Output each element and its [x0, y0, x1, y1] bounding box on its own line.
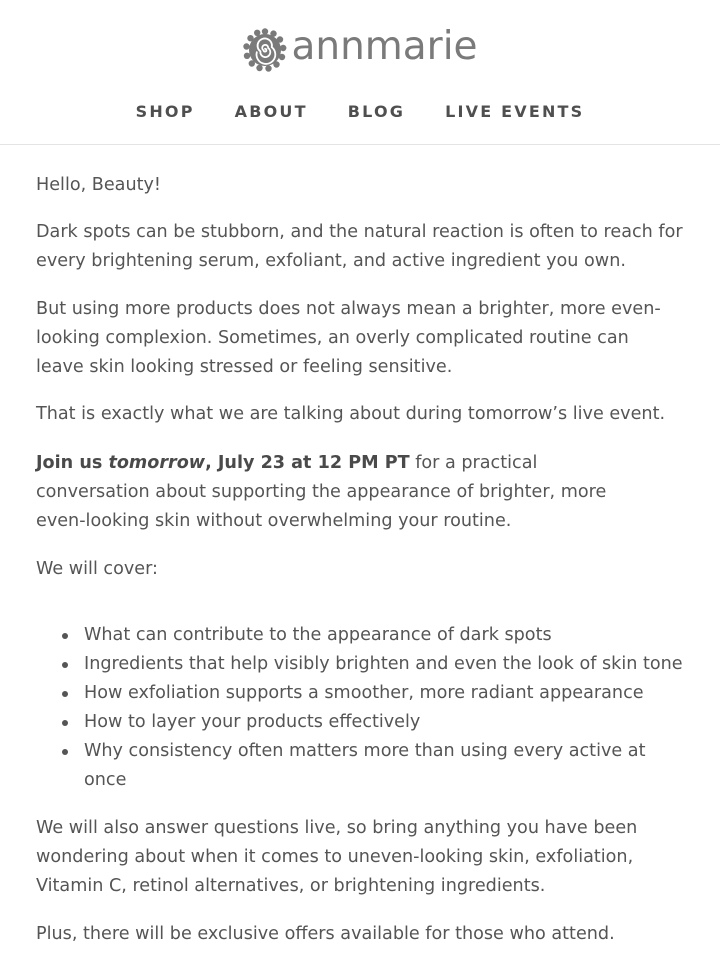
list-item: Ingredients that help visibly brighten and even the look of skin tone [36, 650, 688, 679]
intro-paragraph: Dark spots can be stubborn, and the natural reaction is often to reach for every brightening serum, exfoliant, and active ingredient you own. [36, 222, 683, 271]
brand-logo[interactable] [0, 24, 720, 73]
topics-list [36, 621, 688, 795]
nav-about-link[interactable]: ABOUT [234, 102, 308, 121]
offers-paragraph: Plus, there will be exclusive offers available for those who attend. [36, 924, 615, 944]
routine-paragraph: But using more products does not always mean a brighter, more even-looking complexion. Sometimes, an overly complicated routine can leave skin looking stressed or feeling sensitive. [36, 299, 661, 377]
cover-heading: We will cover: [36, 559, 158, 579]
top-navigation [0, 101, 720, 123]
event-join-text: Join us [36, 453, 109, 473]
email-header [0, 0, 720, 145]
list-item: How exfoliation supports a smoother, more radiant appearance [36, 679, 688, 708]
list-item: What can contribute to the appearance of dark spots [36, 621, 688, 650]
nav-blog-link[interactable]: BLOG [347, 102, 406, 121]
questions-paragraph: We will also answer questions live, so bring anything you have been wondering about when it comes to uneven-looking skin, exfoliation, Vitamin C, retinol alternatives, or brightening ingredients. [36, 818, 638, 896]
brand-wordmark: annmarie [291, 24, 478, 69]
nav-shop-link[interactable]: SHOP [135, 102, 195, 121]
event-description-text: for a practical conversation about supporting the appearance of brighter, more even-looking skin without overwhelming your routine. [36, 453, 607, 531]
spiral-flower-icon [242, 27, 288, 73]
list-item: How to layer your products effectively [36, 708, 688, 737]
list-item: Why consistency often matters more than using every active at once [36, 737, 688, 795]
event-day-text: tomorrow [108, 453, 206, 473]
event-teaser-paragraph: That is exactly what we are talking about during tomorrow’s live event. [36, 404, 666, 424]
greeting-text: Hello, Beauty! [36, 175, 161, 195]
event-details-paragraph [36, 449, 656, 536]
nav-live-events-link[interactable]: LIVE EVENTS [445, 102, 585, 121]
event-datetime-text: , July 23 at 12 PM PT [205, 453, 410, 473]
